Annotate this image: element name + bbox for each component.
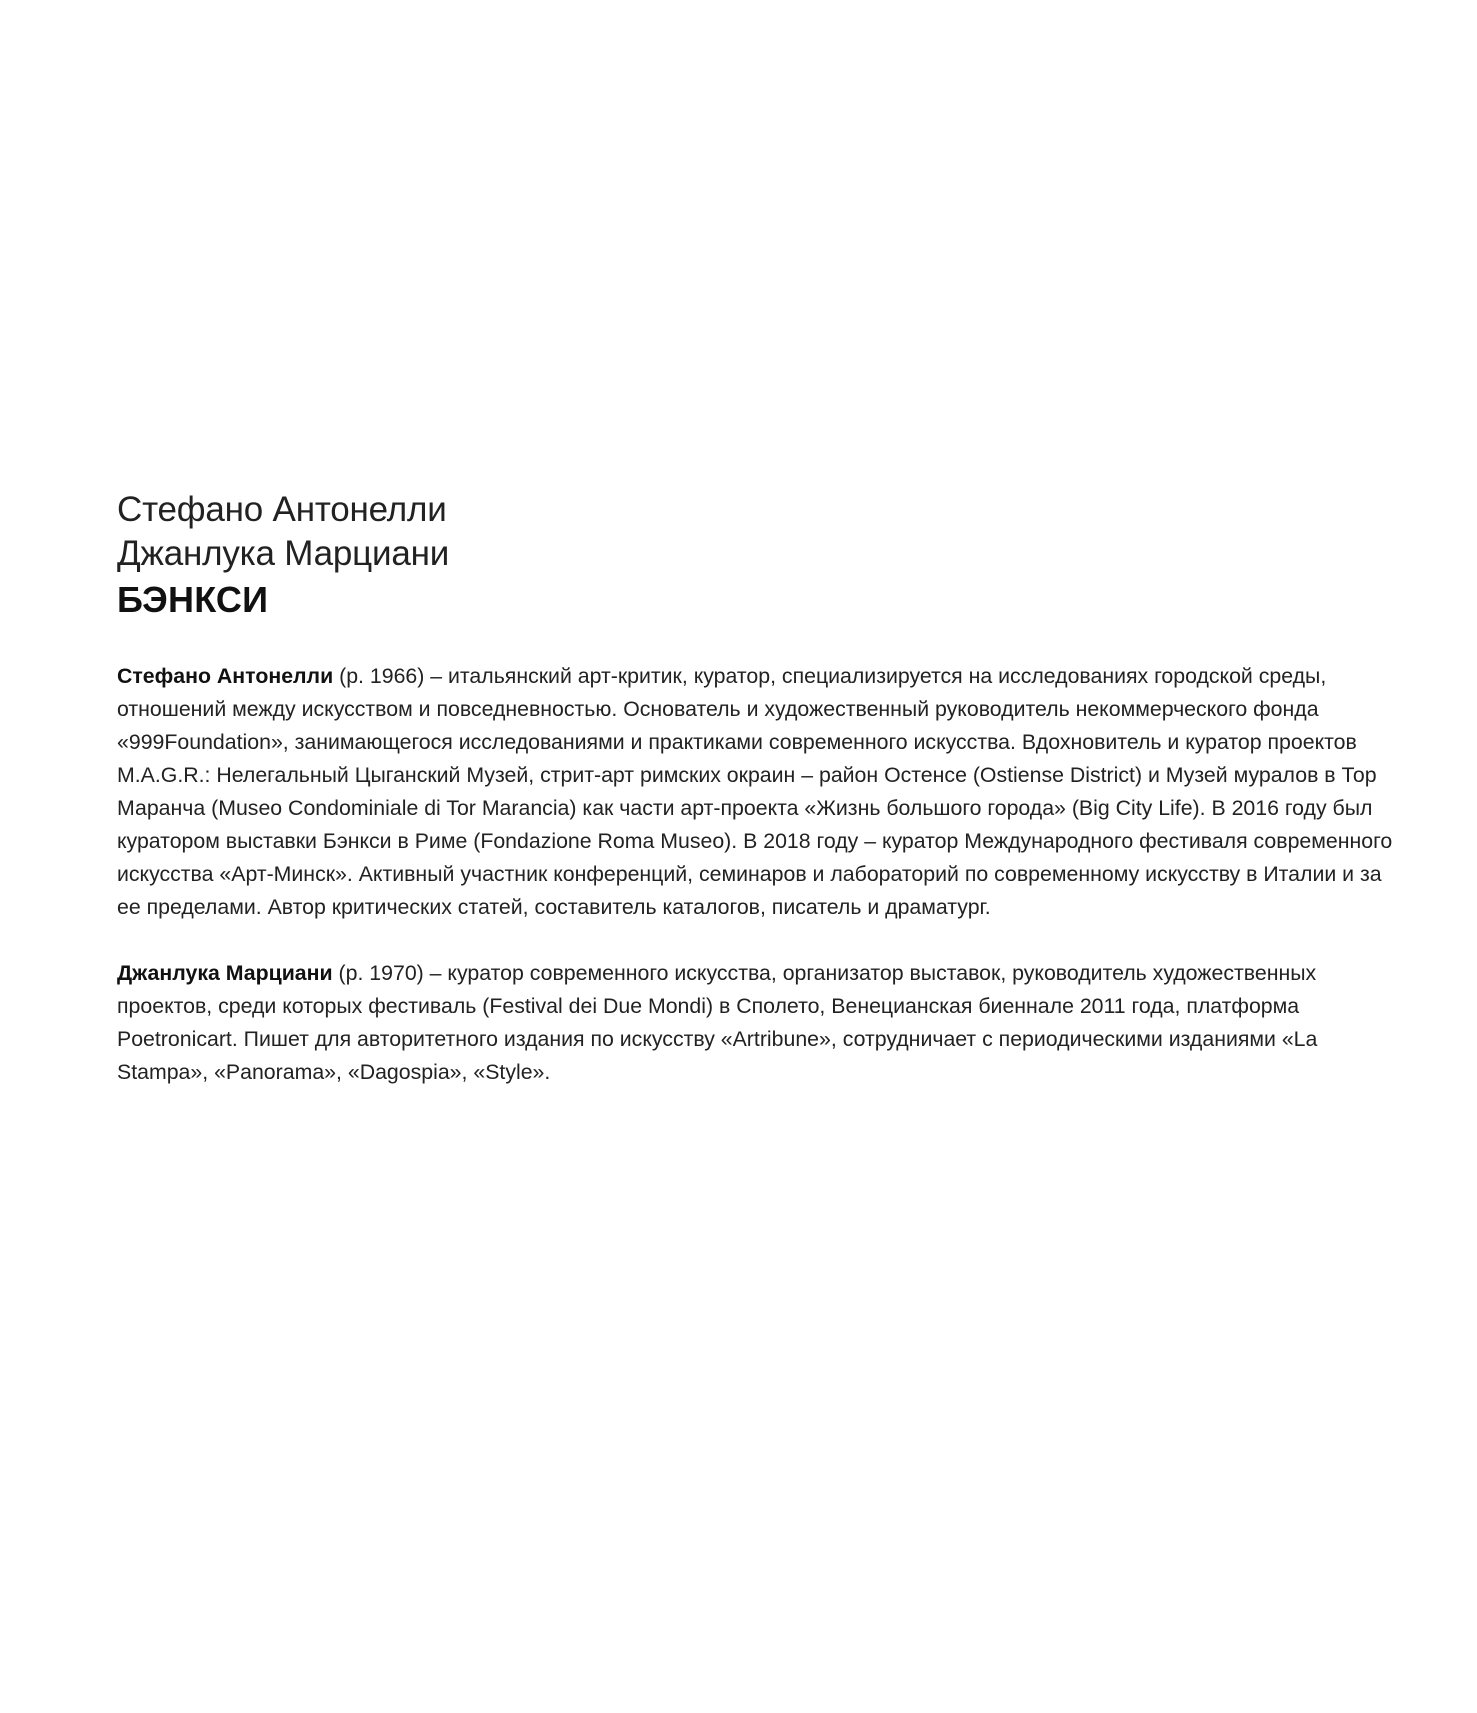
bio-name-antonelli: Стефано Антонелли [117,664,334,688]
author-name-1: Стефано Антонелли [117,490,447,529]
page-content [117,488,1407,1089]
bio-paragraph-marziani [117,957,1407,1089]
bio-name-marziani: Джанлука Марциани [117,961,333,985]
author-name-2: Джанлука Марциани [117,534,450,573]
book-title: БЭНКСИ [117,579,269,620]
bio-text-marziani: (р. 1970) – куратор современного искусства, организатор выставок, руководитель художественных проектов, среди которых фестиваль (Festival dei Due Mondi) в Сполето, Венецианская биеннале 2011 года, платформа Poetronicart. Пишет для авторитетного издания по искусству «Artribune», сотрудничает с периодическими изданиями «La Stampa», «Panorama», «Dagospia», «Style». [117,961,1318,1084]
authors-block [117,488,1407,620]
bio-paragraph-antonelli [117,660,1407,924]
bio-text-antonelli: (р. 1966) – итальянский арт-критик, куратор, специализируется на исследованиях городской среды, отношений между искусством и повседневностью. Основатель и художественный руководитель некоммерческого фонда «999Foundation», занимающегося исследованиями и практиками современного искусства. Вдохновитель и куратор проектов M.A.G.R.: Нелегальный Цыганский Музей, стрит-арт римских окраин – район Остенсе (Ostiense District) и Музей муралов в Тор Маранча (Museo Condominiale di Tor Marancia) как части арт-проекта «Жизнь большого города» (Big City Life). В 2016 году был куратором выставки Бэнкси в Риме (Fondazione Roma Museo). В 2018 году – куратор Международного фестиваля современного искусства «Арт-Минск». Активный участник конференций, семинаров и лабораторий по современному искусству в Италии и за ее пределами. Автор критических статей, составитель каталогов, писатель и драматург. [117,664,1393,919]
